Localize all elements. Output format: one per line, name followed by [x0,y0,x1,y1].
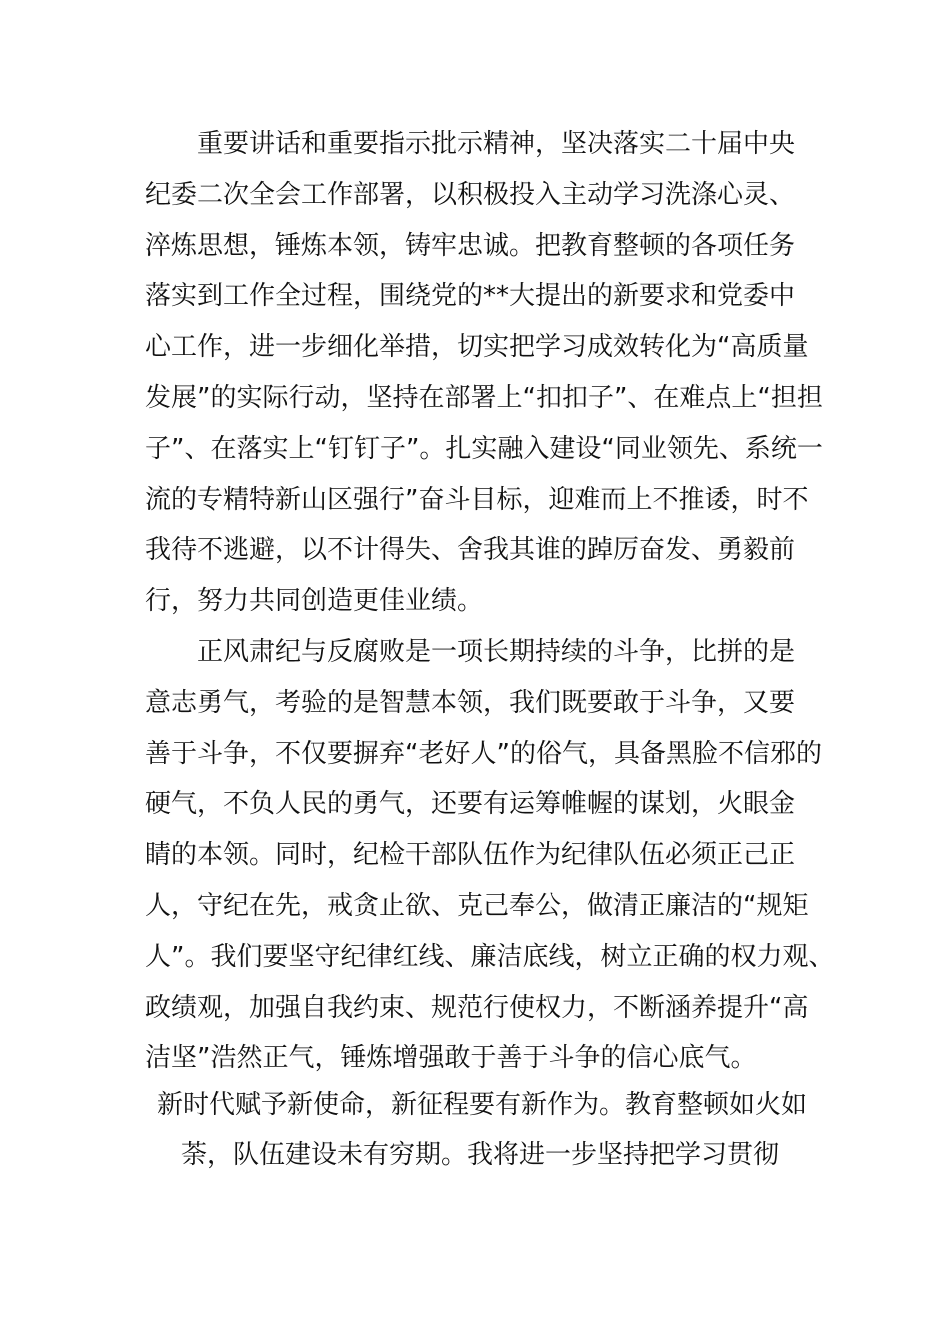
paragraph-2-line-2: 意志勇气，考验的是智慧本领，我们既要敢于斗争，又要 [145,687,796,718]
paragraph-1-line-1: 重要讲话和重要指示批示精神，坚决落实二十届中央 [197,129,796,159]
paragraph-2-line-7: 人”。我们要坚守纪律红线、廉洁底线，树立正确的权力观、 [145,941,835,972]
paragraph-3-line-1: 新时代赋予新使命，新征程要有新作为。教育整顿如火如 [157,1090,808,1120]
paragraph-2-line-8: 政绩观，加强自我约束、规范行使权力，不断涵养提升“高 [145,992,809,1023]
paragraph-2-line-9: 洁坚”浩然正气，锤炼增强敢于善于斗争的信心底气。 [145,1043,757,1074]
paragraph-1-line-3: 淬炼思想，锤炼本领，铸牢忠诚。把教育整顿的各项任务 [145,230,796,261]
paragraph-1-line-9: 我待不逃避，以不计得失、舍我其谁的踔厉奋发、勇毅前 [145,535,796,566]
document-body [145,119,835,1084]
paragraph-1-line-2: 纪委二次全会工作部署，以积极投入主动学习洗涤心灵、 [145,179,796,210]
paragraph-2-line-4: 硬气，不负人民的勇气，还要有运筹帷幄的谋划，火眼金 [145,789,796,820]
paragraph-2-line-3: 善于斗争，不仅要摒弃“老好人”的俗气，具备黑脸不信邪的 [145,738,822,769]
paragraph-1-line-6: 发展”的实际行动，坚持在部署上“扣扣子”、在难点上“担担 [145,382,823,413]
paragraph-3-line-2: 荼，队伍建设未有穷期。我将进一步坚持把学习贯彻 [181,1140,780,1170]
paragraph-2-line-1: 正风肃纪与反腐败是一项长期持续的斗争，比拼的是 [197,636,796,667]
paragraph-2-line-6: 人，守纪在先，戒贪止欲、克己奉公，做清正廉洁的“规矩 [145,890,809,921]
paragraph-2-line-5: 睛的本领。同时，纪检干部队伍作为纪律队伍必须正己正 [145,840,796,871]
paragraph-1-line-4: 落实到工作全过程，围绕党的**大提出的新要求和党委中 [145,281,796,312]
paragraph-1-line-10: 行，努力共同创造更佳业绩。 [145,586,484,617]
paragraph-1-line-7: 子”、在落实上“钉钉子”。扎实融入建设“同业领先、系统一 [145,433,823,464]
paragraph-1-line-5: 心工作，进一步细化举措，切实把学习成效转化为“高质量 [145,332,809,363]
paragraph-1-line-8: 流的专精特新山区强行”奋斗目标，迎难而上不推诿，时不 [145,484,809,515]
